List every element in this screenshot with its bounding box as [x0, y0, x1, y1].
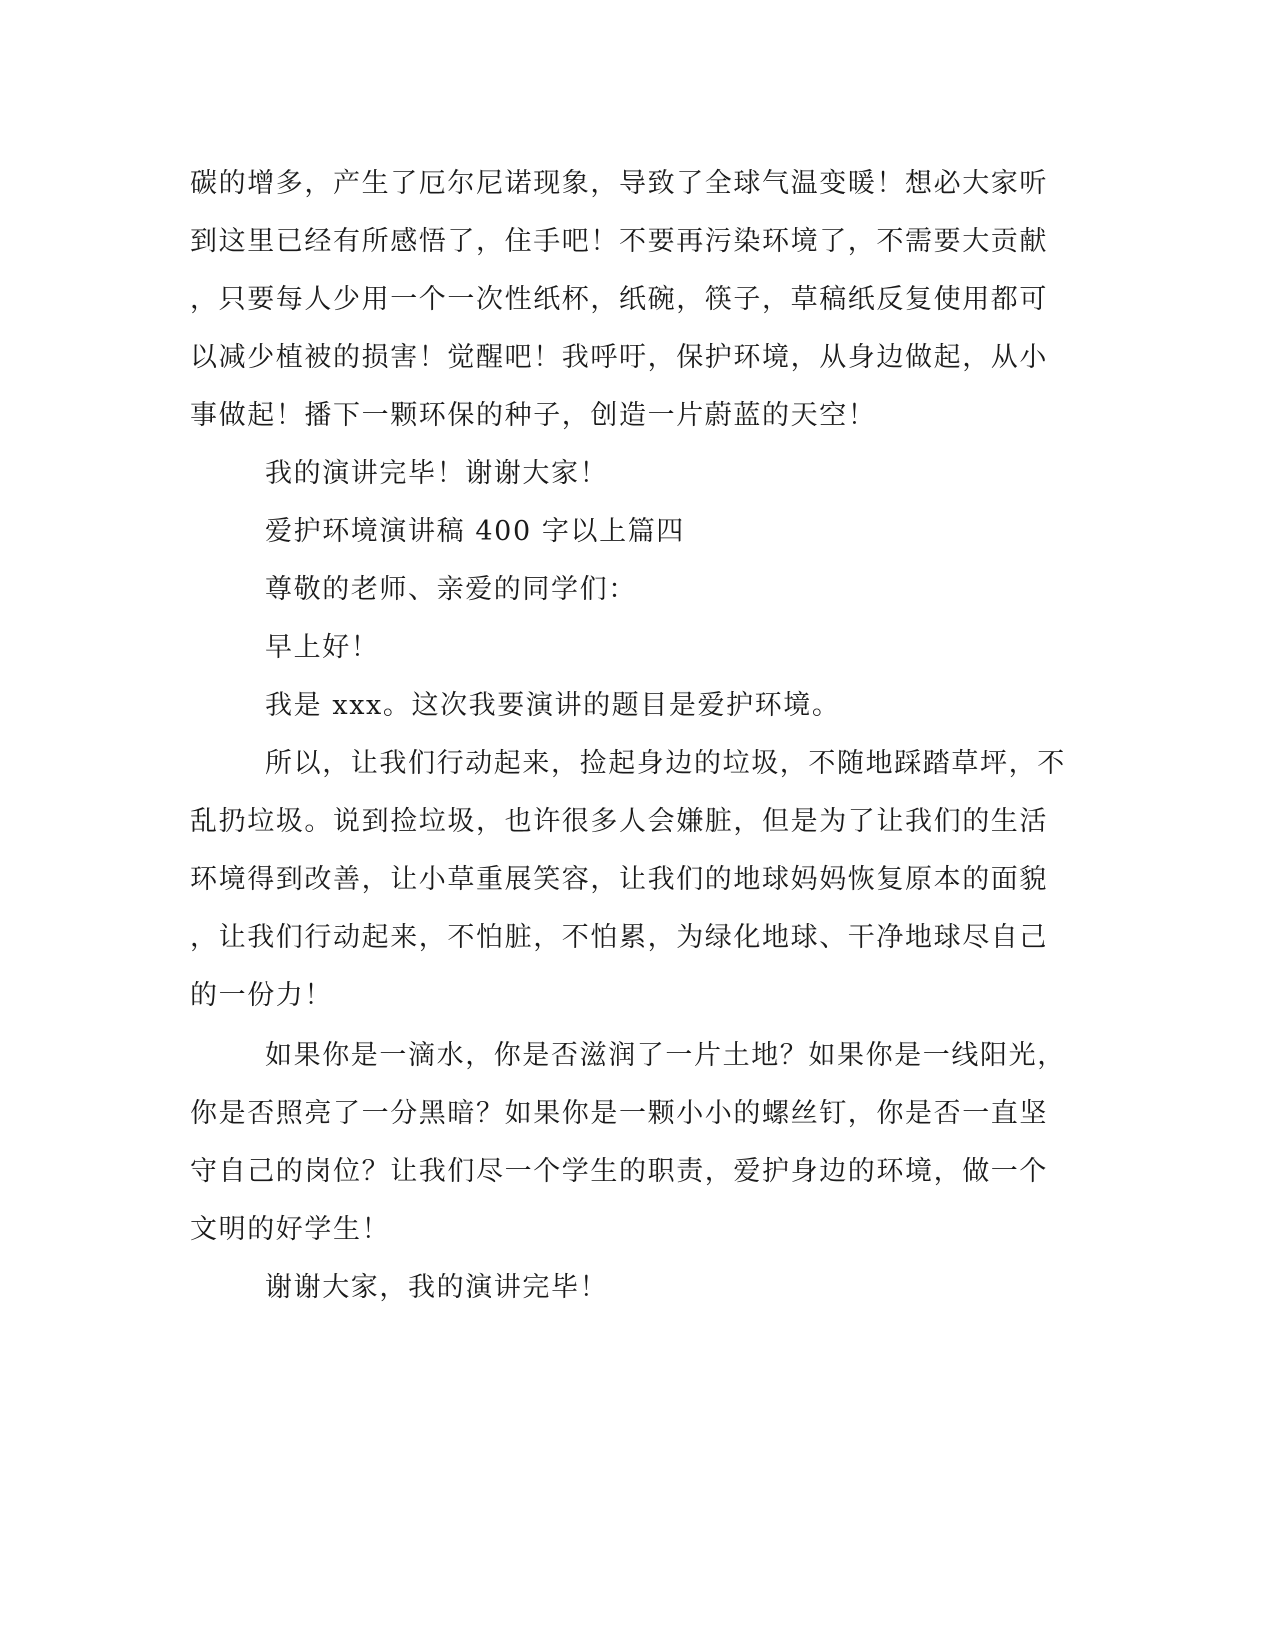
text-line: 你是否照亮了一分黑暗？如果你是一颗小小的螺丝钉，你是否一直坚: [190, 1098, 1048, 1129]
text-line: 的一份力！: [190, 980, 333, 1011]
salutation: 尊敬的老师、亲爱的同学们：: [265, 574, 637, 605]
text-line: 碳的增多，产生了厄尔尼诺现象，导致了全球气温变暖！想必大家听: [190, 168, 1048, 199]
text-line: 事做起！播下一颗环保的种子，创造一片蔚蓝的天空！: [190, 400, 877, 431]
section-title: 爱护环境演讲稿 400 字以上篇四: [265, 516, 685, 547]
text-line: 以减少植被的损害！觉醒吧！我呼吁，保护环境，从身边做起，从小: [190, 342, 1048, 373]
greeting: 早上好！: [265, 632, 380, 663]
text-line: 乱扔垃圾。说到捡垃圾，也许很多人会嫌脏，但是为了让我们的生活: [190, 806, 1048, 837]
text-line: 环境得到改善，让小草重展笑容，让我们的地球妈妈恢复原本的面貌: [190, 864, 1048, 895]
text-line: 守自己的岗位？让我们尽一个学生的职责，爱护身边的环境，做一个: [190, 1156, 1048, 1187]
text-line: 如果你是一滴水，你是否滋润了一片土地？如果你是一线阳光，: [265, 1040, 1066, 1071]
text-line: 文明的好学生！: [190, 1214, 391, 1245]
introduction: 我是 xxx。这次我要演讲的题目是爱护环境。: [265, 690, 841, 721]
text-line: 所以，让我们行动起来，捡起身边的垃圾，不随地踩踏草坪，不: [265, 748, 1066, 779]
text-line: ，只要每人少用一个一次性纸杯，纸碗，筷子，草稿纸反复使用都可: [190, 284, 1048, 315]
closing-line: 谢谢大家，我的演讲完毕！: [265, 1272, 609, 1303]
closing-line: 我的演讲完毕！谢谢大家！: [265, 458, 609, 489]
text-line: ，让我们行动起来，不怕脏，不怕累，为绿化地球、干净地球尽自己: [190, 922, 1048, 953]
text-line: 到这里已经有所感悟了，住手吧！不要再污染环境了，不需要大贡献: [190, 226, 1048, 257]
